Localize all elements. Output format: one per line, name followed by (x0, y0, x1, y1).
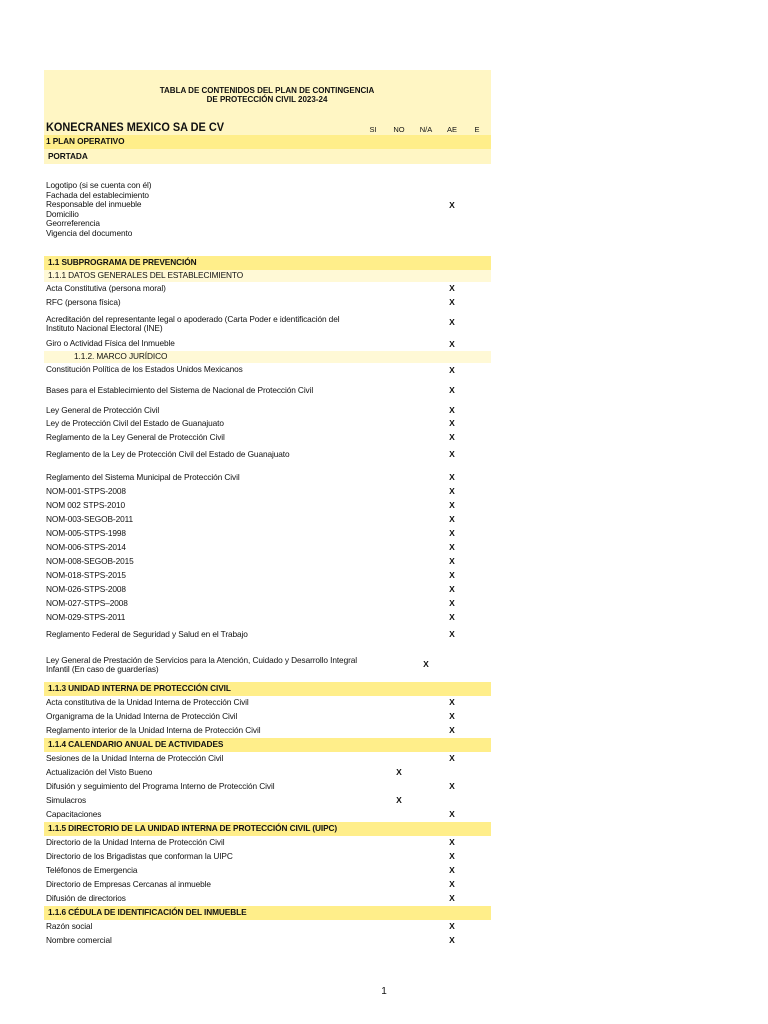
list-item: Responsable del inmueble (46, 199, 142, 210)
check-mark: X (449, 283, 455, 293)
check-mark: X (449, 935, 455, 945)
check-mark: X (449, 809, 455, 819)
row-label: Bases para el Establecimiento del Sistema de Nacional de Protección Civil (46, 385, 314, 395)
row-label: NOM-026-STPS-2008 (46, 584, 126, 594)
table-row (44, 377, 491, 403)
table-row (44, 780, 491, 794)
section-label: 1.1.3 UNIDAD INTERNA DE PROTECCIÓN CIVIL (48, 683, 231, 693)
row-label (46, 656, 357, 673)
section-label: 1.1.1 DATOS GENERALES DEL ESTABLECIMIENTO (48, 270, 244, 280)
row-label: Directorio de Empresas Cercanas al inmueble (46, 879, 211, 889)
check-mark: X (449, 432, 455, 442)
check-mark: X (449, 753, 455, 763)
row-label: NOM-008-SEGOB-2015 (46, 556, 134, 566)
table-row (44, 555, 491, 569)
table-row (44, 597, 491, 611)
check-mark: X (449, 405, 455, 415)
row-label: Constitución Política de los Estados Unidos Mexicanos (46, 364, 243, 374)
title-block (44, 70, 491, 135)
check-mark: X (449, 317, 455, 327)
section-label: 1.1.5 DIRECTORIO DE LA UNIDAD INTERNA DE PROTECCIÓN CIVIL (UIPC) (48, 823, 338, 833)
row-label-line: Infantil (En caso de guarderías) (46, 663, 159, 674)
table-row (44, 403, 491, 417)
row-label: NOM-006-STPS-2014 (46, 542, 126, 552)
table-row (44, 337, 491, 351)
table-row (44, 583, 491, 597)
check-mark: X (423, 659, 429, 669)
check-mark: X (449, 893, 455, 903)
check-mark: X (449, 365, 455, 375)
table-row (44, 527, 491, 541)
row-label: Directorio de los Brigadistas que conforman la UIPC (46, 851, 233, 861)
check-mark: X (449, 598, 455, 608)
row-label: Simulacros (46, 795, 87, 805)
table-row (44, 445, 491, 471)
table-row (44, 920, 491, 934)
column-header-ae: AE (446, 125, 457, 134)
subsection-1-1-1 (44, 270, 491, 282)
table-row (44, 611, 491, 625)
table-row (44, 431, 491, 445)
row-label: Acta constitutiva de la Unidad Interna de Protección Civil (46, 697, 249, 707)
contents-table (44, 70, 491, 948)
check-mark: X (449, 385, 455, 395)
list-item: Vigencia del documento (46, 227, 133, 238)
row-label: Ley de Protección Civil del Estado de Guanajuato (46, 418, 224, 428)
list-item: Logotipo (si se cuenta con él) (46, 180, 152, 190)
table-row (44, 645, 491, 682)
table-row (44, 864, 491, 878)
table-row (44, 296, 491, 310)
row-label-line: Acreditación del representante legal o apoderado (Carta Poder e identificación del (46, 314, 340, 324)
subsection-1-1-3 (44, 682, 491, 696)
check-mark: X (449, 200, 455, 210)
list-item: Fachada del establecimiento (46, 189, 149, 200)
table-row (44, 892, 491, 906)
section-label: 1.1.4 CALENDARIO ANUAL DE ACTIVIDADES (48, 739, 224, 749)
row-label: Reglamento del Sistema Municipal de Protección Civil (46, 472, 240, 482)
row-label: NOM-029-STPS-2011 (46, 612, 126, 622)
check-mark: X (449, 711, 455, 721)
row-label (46, 315, 339, 332)
row-label: Directorio de la Unidad Interna de Protección Civil (46, 837, 225, 847)
company-name: KONECRANES MEXICO SA DE CV (46, 122, 225, 134)
check-mark: X (449, 514, 455, 524)
table-row (44, 513, 491, 527)
table-row (44, 282, 491, 296)
row-label: Acta Constitutiva (persona moral) (46, 283, 166, 293)
check-mark: X (449, 725, 455, 735)
check-mark: X (449, 297, 455, 307)
table-row (44, 541, 491, 555)
row-label-line: Ley General de Prestación de Servicios para la Atención, Cuidado y Desarrollo Integral (46, 655, 358, 665)
table-row (44, 878, 491, 892)
table-row (44, 794, 491, 808)
check-mark: X (449, 879, 455, 889)
row-label: Sesiones de la Unidad Interna de Protección Civil (46, 753, 224, 763)
check-mark: X (449, 570, 455, 580)
row-label: NOM-001-STPS-2008 (46, 486, 126, 496)
row-label: Difusión y seguimiento del Programa Interno de Protección Civil (46, 781, 275, 791)
table-row (44, 850, 491, 864)
check-mark: X (449, 697, 455, 707)
section-plan-operativo (44, 135, 491, 149)
row-label: NOM-003-SEGOB-2011 (46, 514, 134, 524)
check-mark: X (449, 449, 455, 459)
row-label: RFC (persona física) (46, 297, 121, 307)
check-mark: X (449, 542, 455, 552)
row-label: Teléfonos de Emergencia (46, 865, 138, 875)
row-label: Reglamento de la Ley de Protección Civil del Estado de Guanajuato (46, 449, 290, 459)
table-row (44, 808, 491, 822)
row-label: Capacitaciones (46, 809, 102, 819)
check-mark: X (449, 851, 455, 861)
table-row (44, 724, 491, 738)
check-mark: X (449, 921, 455, 931)
row-label: Actualización del Visto Bueno (46, 767, 153, 777)
subsection-1-1-4 (44, 738, 491, 752)
subsection-1-1-6 (44, 906, 491, 920)
document-title (44, 86, 490, 104)
table-row (44, 766, 491, 780)
table-row (44, 499, 491, 513)
check-mark: X (449, 486, 455, 496)
section-portada (44, 149, 491, 164)
row-label: Reglamento Federal de Seguridad y Salud en el Trabajo (46, 629, 248, 639)
section-label: 1.1 SUBPROGRAMA DE PREVENCIÓN (48, 257, 197, 267)
row-label: NOM 002 STPS-2010 (46, 500, 126, 510)
row-label: Reglamento interior de la Unidad Interna de Protección Civil (46, 725, 261, 735)
table-row (44, 625, 491, 645)
table-row (44, 471, 491, 485)
title-line-1: TABLA DE CONTENIDOS DEL PLAN DE CONTINGENCIA (159, 86, 375, 95)
section-label: 1.1.2. MARCO JURÍDICO (74, 351, 168, 361)
check-mark: X (449, 528, 455, 538)
section-label: 1 PLAN OPERATIVO (46, 136, 125, 146)
check-mark: X (449, 418, 455, 428)
check-mark: X (449, 500, 455, 510)
check-mark: X (449, 584, 455, 594)
row-label: Difusión de directorios (46, 893, 126, 903)
table-row (44, 417, 491, 431)
table-row (44, 836, 491, 850)
column-header-si: SI (369, 125, 377, 134)
check-mark: X (449, 339, 455, 349)
check-mark: X (396, 795, 402, 805)
table-row (44, 752, 491, 766)
row-label: NOM-018-STPS-2015 (46, 570, 126, 580)
list-item: Georreferencia (46, 218, 100, 229)
row-label: Organigrama de la Unidad Interna de Protección Civil (46, 711, 238, 721)
table-row (44, 696, 491, 710)
table-row (44, 485, 491, 499)
check-mark: X (449, 865, 455, 875)
table-row (44, 934, 491, 948)
table-row (44, 569, 491, 583)
portada-items (46, 181, 151, 239)
table-row (44, 710, 491, 724)
table-row (44, 310, 491, 337)
column-header-no: NO (393, 125, 405, 134)
row-label: Ley General de Protección Civil (46, 405, 160, 415)
table-row (44, 363, 491, 377)
section-label: 1.1.6 CÉDULA DE IDENTIFICACIÓN DEL INMUEBLE (48, 907, 247, 917)
page-number: 1 (381, 986, 387, 997)
portada-block (44, 164, 491, 256)
subsection-1-1-2 (44, 351, 491, 363)
check-mark: X (449, 556, 455, 566)
check-mark: X (396, 767, 402, 777)
row-label-line: Instituto Nacional Electoral (INE) (46, 322, 163, 333)
check-mark: X (449, 472, 455, 482)
column-header-e: E (474, 125, 480, 134)
title-line-2: DE PROTECCIÓN CIVIL 2023-24 (206, 95, 328, 104)
section-1-1 (44, 256, 491, 270)
row-label: Razón social (46, 921, 93, 931)
list-item: Domicilio (46, 208, 79, 219)
section-label: PORTADA (48, 151, 88, 161)
column-header-na: N/A (419, 125, 433, 134)
check-mark: X (449, 837, 455, 847)
check-mark: X (449, 612, 455, 622)
row-label: NOM-027-STPS–2008 (46, 598, 128, 608)
row-label: Giro o Actividad Física del Inmueble (46, 338, 175, 348)
row-label: Nombre comercial (46, 935, 112, 945)
row-label: NOM-005-STPS-1998 (46, 528, 126, 538)
check-mark: X (449, 629, 455, 639)
subsection-1-1-5 (44, 822, 491, 836)
row-label: Reglamento de la Ley General de Protección Civil (46, 432, 225, 442)
check-mark: X (449, 781, 455, 791)
